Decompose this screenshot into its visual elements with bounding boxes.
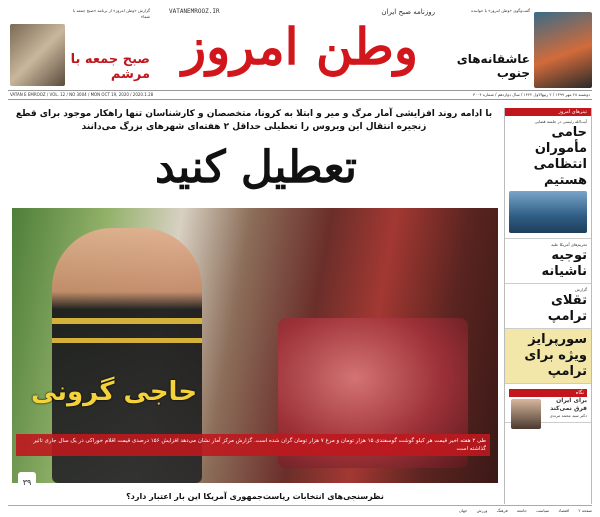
right-promo[interactable] bbox=[444, 6, 592, 88]
photo-caption: طی ۲ هفته اخیر قیمت هر کیلو گوشت گوسفندی ۱۵ هزار تومان و مرغ ۷ هزار تومان گران شده است. گزارش مرکز آمار نشان می‌دهد افزایش ۱۵۶ درصدی قیمت اقلام خوراکی در یک سال جاری تاثیر گذاشته است bbox=[16, 434, 490, 456]
photo-headline-text: حاجی گرونی bbox=[30, 377, 198, 407]
right-promo-photo bbox=[534, 12, 592, 88]
sidebar-story-headline: حامی مأموران انتظامی هستیم bbox=[533, 125, 587, 188]
lead-subhead: با ادامه روند افزایشی آمار مرگ و میر و ابتلا به کرونا، متخصصان و کارشناسان تنها راهکار موجود برای قطع زنجیره انتقال این ویروس را تعطیلی حداقل ۲ هفته‌ای شهرهای بزرگ می‌دانند bbox=[15, 109, 493, 132]
author-photo bbox=[511, 399, 541, 429]
sidebar-story-headline: تقلای ترامپ bbox=[547, 293, 587, 324]
sidebar-note[interactable] bbox=[505, 384, 591, 423]
sidebar-section-label: تیترهای امروز bbox=[505, 108, 591, 116]
photo-stripe bbox=[52, 338, 202, 343]
sidebar-story[interactable] bbox=[505, 116, 591, 239]
logo-area bbox=[155, 8, 445, 88]
photo-stripe bbox=[52, 318, 202, 324]
footer-item[interactable]: جامعه bbox=[516, 508, 527, 513]
left-promo-photo bbox=[10, 24, 65, 86]
right-promo-text: گفت‌وگوی «وطن امروز» با خواننده bbox=[471, 8, 530, 13]
sidebar-story-kicker: گزارش bbox=[574, 287, 587, 292]
tagline: روزنامه صبح ایران bbox=[381, 8, 435, 16]
bottom-headline[interactable]: نظرسنجی‌های انتخابات ریاست‌جمهوری آمریکا این بار اعتبار دارد؟ bbox=[126, 492, 384, 501]
footer-item[interactable]: سیاست bbox=[536, 508, 550, 513]
sidebar-story[interactable] bbox=[505, 239, 591, 284]
sidebar-feature[interactable] bbox=[505, 329, 591, 384]
sidebar-story-headline: توجیه ناشیانه bbox=[541, 248, 587, 279]
footer-item[interactable]: صفحه ۲ bbox=[578, 508, 592, 513]
left-promo-headline[interactable]: صبح جمعه با مرشم bbox=[70, 52, 150, 82]
footer-item[interactable]: ورزش bbox=[476, 508, 488, 513]
note-title: برای ایران فرق نمی‌کند bbox=[550, 397, 587, 412]
sidebar-story[interactable] bbox=[505, 284, 591, 329]
footer-item[interactable]: اقتصاد bbox=[558, 508, 570, 513]
photo-headline[interactable] bbox=[24, 370, 204, 414]
sidebar-feature-headline: سورپرایز ویژه برای ترامپ bbox=[524, 332, 587, 379]
issue-info-persian: دوشنبه ۲۸ مهر ۱۳۹۹ / ۲ ربیع‌الاول ۱۴۴۲ / سال دوازدهم / شماره ۳۰۰۴ bbox=[473, 92, 590, 97]
note-label: نگاه bbox=[509, 389, 587, 397]
sidebar-story-kicker: تحریم‌های آمریکا علیه bbox=[551, 242, 587, 247]
site-url[interactable]: VATANEMROOZ.IR bbox=[169, 8, 220, 15]
newspaper-logo: وطن امروز bbox=[182, 17, 418, 76]
footer-item[interactable]: جهان bbox=[458, 508, 468, 513]
note-author: دکتر سید محمد مرندی bbox=[549, 413, 587, 418]
sidebar-story-photo bbox=[509, 191, 587, 233]
issue-info-latin: VATAN E EMROOZ / VOL. 12 / NO 3004 / MON OCT 19, 2020 / 2020.1.28 bbox=[10, 92, 154, 97]
footer-item[interactable]: فرهنگ bbox=[496, 508, 508, 513]
sidebar-story-kicker: آیت‌الله رئیسی در جلسه قضایی bbox=[534, 119, 587, 124]
footer-strip bbox=[8, 505, 592, 515]
left-promo-text: گزارش «وطن امروز» از برنامه «صبح جمعه با شما» bbox=[72, 8, 150, 19]
right-promo-headline[interactable]: عاشقانه‌های جنوب bbox=[456, 52, 530, 80]
masthead bbox=[0, 0, 600, 92]
main-headline[interactable]: تعطیل کنید bbox=[154, 142, 358, 193]
sidebar bbox=[504, 108, 592, 504]
issue-info-bar bbox=[8, 90, 592, 100]
corner-mark: ۳۹ bbox=[18, 472, 36, 494]
left-promo[interactable] bbox=[10, 6, 150, 88]
